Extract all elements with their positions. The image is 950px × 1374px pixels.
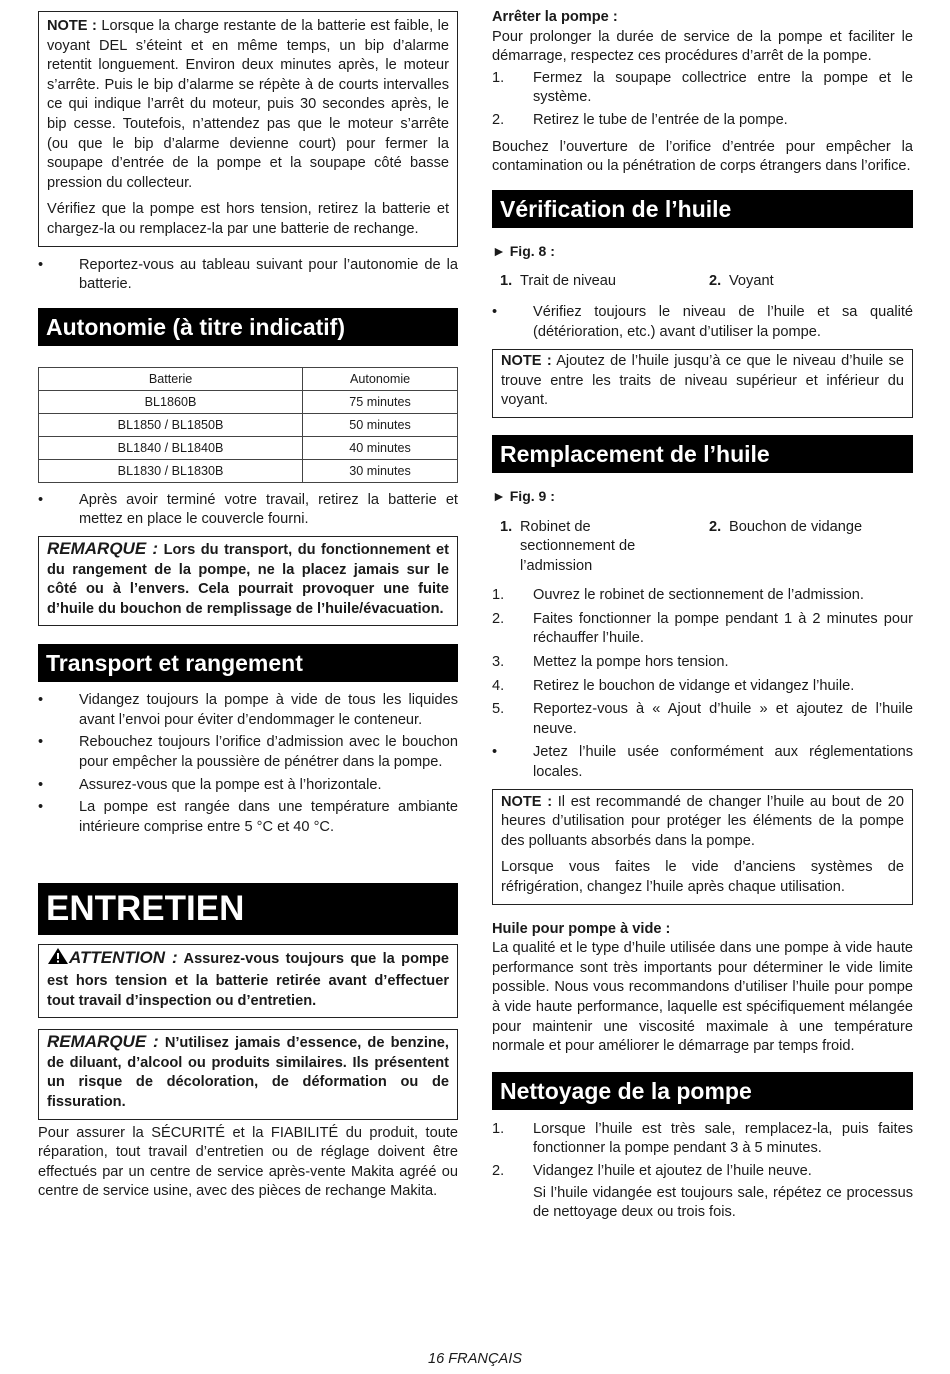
figure-reference: ► Fig. 9 :: [492, 487, 555, 504]
table-header-row: [39, 367, 458, 390]
list-item-continuation: [492, 1184, 913, 1223]
table-row: [39, 459, 458, 482]
table-header: Autonomie: [303, 367, 458, 390]
figure-reference: ► Fig. 8 :: [492, 242, 555, 259]
attention-text: Assurez-vous toujours que la pompe est hors tension et la batterie retirée avant d’effectuer tout travail d’inspection ou d’entretien.: [47, 951, 449, 1009]
list-number: 2.: [492, 1162, 505, 1179]
list-text: Retirez le bouchon de vidange et vidangez l’huile.: [533, 677, 855, 694]
list-item: [492, 1162, 913, 1182]
list-item: [492, 1120, 913, 1159]
note-text: Lorsque la charge restante de la batterie est faible, le voyant DEL s’éteint et en même temps, un bip d’alarme retentit longuement. Environ deux minutes après, le moteur s’arrête. Puis le bip d’alarme se répète à de courts intervalles ce qui indique l’arrêt du moteur, puis 30 secondes après, le bip cesse. Toutefois, n’attendez pas que le moteur s’arrête (ou que le bip d’alarme devienne court) pour fermer la soupape d’entrée de la pompe et la soupape côté basse pression du collecteur.: [47, 18, 449, 191]
bullet-text: Après avoir terminé votre travail, retirez la batterie et mettez en place le couvercle fourni.: [79, 491, 458, 528]
list-item: [492, 586, 913, 606]
list-item: • Vidangez toujours la pompe à vide de tous les liquides avant l’envoi pour éviter d’endommager le conteneur.: [38, 691, 458, 730]
list-item: • Vérifiez toujours le niveau de l’huile et sa qualité (détérioration, etc.) avant d’utiliser la pompe.: [492, 303, 913, 342]
section-heading-nettoyage: Nettoyage de la pompe: [492, 1072, 913, 1110]
section-heading-autonomie: Autonomie (à titre indicatif): [38, 308, 458, 346]
attention-label: ATTENTION :: [69, 948, 178, 968]
list-item: [492, 700, 913, 739]
remarque-label: REMARQUE :: [47, 1032, 159, 1052]
legend-text: Voyant: [729, 273, 774, 290]
legend-number: 1.: [500, 518, 513, 535]
legend-text: Trait de niveau: [520, 273, 616, 290]
bullet-text: Assurez-vous que la pompe est à l’horizontale.: [79, 776, 382, 793]
list-number: •: [492, 744, 498, 761]
list-number: 1.: [492, 587, 505, 604]
list-number: 4.: [492, 677, 505, 694]
figure-legend: [492, 518, 913, 577]
paragraph: Bouchez l’ouverture de l’orifice d’entrée pour empêcher la contamination ou la pénétration de corps étrangers dans l’orifice.: [492, 138, 913, 175]
list-item: • Rebouchez toujours l’orifice d’admission avec le bouchon pour empêcher la poussière de pénétrer dans la pompe.: [38, 733, 458, 772]
note-oil-level-box: [492, 349, 913, 418]
battery-table: [38, 367, 458, 483]
list-item: [492, 677, 913, 697]
bullet-text: Reportez-vous au tableau suivant pour l’autonomie de la batterie.: [79, 256, 458, 293]
list-number: 1.: [492, 1120, 505, 1137]
remarque-transport-box: [38, 536, 458, 626]
list-text: Mettez la pompe hors tension.: [533, 654, 729, 671]
note-label: NOTE :: [501, 793, 553, 810]
bullet-text: La pompe est rangée dans une température ambiante intérieure comprise entre 5 °C et 40 °C.: [79, 799, 458, 835]
table-row: [39, 390, 458, 413]
list-text: Retirez le tube de l’entrée de la pompe.: [533, 111, 788, 128]
list-item: • La pompe est rangée dans une température ambiante intérieure comprise entre 5 °C et 40 °C.: [38, 798, 458, 837]
note-battery-box: [38, 11, 458, 247]
warning-triangle-icon: [47, 947, 69, 972]
right-column: [492, 0, 913, 1223]
table-cell: BL1840 / BL1840B: [39, 436, 303, 459]
table-cell: 40 minutes: [303, 436, 458, 459]
list-number: 3.: [492, 654, 505, 671]
remarque-solvents-box: [38, 1029, 458, 1119]
list-item: [492, 111, 913, 131]
list-item: [492, 69, 913, 108]
remarque-label: REMARQUE :: [47, 538, 159, 558]
subheading-arreter: Arrêter la pompe :: [492, 9, 618, 25]
section-heading-remplacement: Remplacement de l’huile: [492, 435, 913, 473]
remarque-text: N’utilisez jamais d’essence, de benzine, de diluant, d’alcool ou produits similaires. Ils présentent un risque de décoloration, de déformation ou de fissuration.: [47, 1035, 449, 1110]
bullet-text: Vidangez toujours la pompe à vide de tous les liquides avant l’envoi pour éviter d’endommager le conteneur.: [79, 692, 458, 728]
list-text: Si l’huile vidangée est toujours sale, répétez ce processus de nettoyage deux ou trois fois.: [533, 1184, 913, 1221]
list-text: Jetez l’huile usée conformément aux réglementations locales.: [533, 744, 913, 781]
list-item: • Reportez-vous au tableau suivant pour l’autonomie de la batterie.: [38, 256, 458, 295]
figure-legend: [492, 272, 913, 292]
legend-number: 1.: [500, 273, 513, 290]
list-number: 2.: [492, 111, 505, 128]
table-cell: 75 minutes: [303, 390, 458, 413]
paragraph: La qualité et le type d’huile utilisée dans une pompe à vide haute performance sont très importants pour déterminer le vide limite possible. Nous vous recommandons d’utiliser l’huile pour pompe à vide haute performance, laquelle est spécifiquement mélangée pour maintenir une viscosité maximale à une température normale et pour améliorer le démarrage par temps froid.: [492, 940, 913, 1055]
left-column: [38, 0, 458, 1202]
section-heading-verification: Vérification de l’huile: [492, 190, 913, 228]
section-heading-transport: Transport et rangement: [38, 644, 458, 682]
legend-text: Bouchon de vidange: [729, 518, 863, 535]
bullet-text: Rebouchez toujours l’orifice d’admission avec le bouchon pour empêcher la poussière de pénétrer dans la pompe.: [79, 734, 458, 771]
list-number: 2.: [492, 610, 505, 627]
attention-box: [38, 944, 458, 1018]
list-item: • Après avoir terminé votre travail, retirez la batterie et mettez en place le couvercle fourni.: [38, 491, 458, 530]
list-text: Reportez-vous à « Ajout d’huile » et ajoutez de l’huile neuve.: [533, 701, 913, 737]
remarque-text: Lors du transport, du fonctionnement et du rangement de la pompe, ne la placez jamais sur le côté ou à l’envers. Cela pourrait provoquer une fuite d’huile du bouchon de remplissage de l’huile/évacuation.: [47, 541, 449, 617]
note-label: NOTE :: [501, 353, 552, 370]
paragraph: Pour prolonger la durée de service de la pompe et faciliter le démarrage, respectez ces procédures d’arrêt de la pompe.: [492, 28, 913, 65]
legend-text: Robinet de sectionnement de l’admission: [520, 518, 636, 574]
legend-number: 2.: [709, 273, 722, 290]
list-item: [492, 653, 913, 673]
note-label: NOTE :: [47, 18, 97, 34]
legend-number: 2.: [709, 518, 722, 535]
note-text: Ajoutez de l’huile jusqu’à ce que le niveau d’huile se trouve entre les traits de niveau supérieur et inférieur du voyant.: [501, 353, 904, 409]
note-oil-change-box: [492, 789, 913, 905]
note-text-2: Lorsque vous faites le vide d’anciens systèmes de réfrigération, changez l’huile après chaque utilisation.: [501, 859, 904, 895]
list-item: • Assurez-vous que la pompe est à l’horizontale.: [38, 776, 458, 796]
table-cell: 50 minutes: [303, 413, 458, 436]
table-cell: BL1860B: [39, 390, 303, 413]
table-cell: BL1830 / BL1830B: [39, 459, 303, 482]
list-number: 1.: [492, 69, 505, 86]
list-item: [492, 610, 913, 649]
list-number: 5.: [492, 701, 505, 718]
list-text: Faites fonctionner la pompe pendant 1 à 2 minutes pour réchauffer l’huile.: [533, 610, 913, 647]
list-text: Vidangez l’huile et ajoutez de l’huile neuve.: [533, 1162, 812, 1179]
subheading-huile: Huile pour pompe à vide :: [492, 920, 671, 937]
list-text: Lorsque l’huile est très sale, remplacez-la, puis faites fonctionner la pompe pendant 3 à 5 minutes.: [533, 1120, 913, 1157]
table-row: [39, 436, 458, 459]
safety-paragraph: Pour assurer la SÉCURITÉ et la FIABILITÉ du produit, toute réparation, tout travail d’entretien ou de réglage doivent être effectués par un centre de service après-vente Makita agréé ou centre de service usine, avec des pièces de rechange Makita.: [38, 1124, 458, 1200]
note-text-2: Vérifiez que la pompe est hors tension, retirez la batterie et chargez-la ou remplacez-la par une batterie de rechange.: [47, 201, 449, 237]
table-cell: BL1850 / BL1850B: [39, 413, 303, 436]
list-text: Ouvrez le robinet de sectionnement de l’admission.: [533, 587, 864, 604]
table-row: [39, 413, 458, 436]
page-footer: 16 FRANÇAIS: [427, 1351, 523, 1367]
chapter-heading-entretien: ENTRETIEN: [38, 883, 458, 935]
table-header: Batterie: [39, 367, 303, 390]
table-cell: 30 minutes: [303, 459, 458, 482]
list-text: Fermez la soupape collectrice entre la pompe et le système.: [533, 69, 913, 106]
note-text: Il est recommandé de changer l’huile au bout de 20 heures d’utilisation pour protéger les éléments de la pompe des polluants absorbés dans la pompe.: [501, 793, 904, 849]
list-item: [492, 743, 913, 782]
bullet-text: Vérifiez toujours le niveau de l’huile et sa qualité (détérioration, etc.) avant d’utiliser la pompe.: [533, 303, 913, 340]
